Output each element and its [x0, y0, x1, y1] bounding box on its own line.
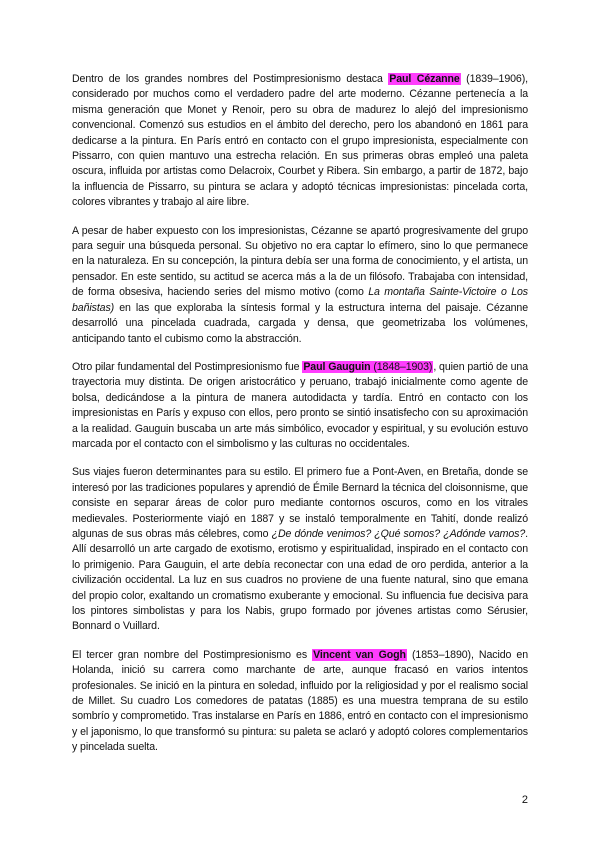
text-run: , quien partió de una trayectoria muy distinta. De origen aristocrático y peruano, trabajó inicialmente como agente de bolsa, dedicándose a la pintura de manera autodidacta y tardía. Entró en contacto con los impresionistas en París y expuso con ellos, pero pronto se sintió insatisfecho con su aproximación a la realidad. Gauguin buscaba un arte más simbólico, evocador y espiritual, y su evolución estuvo marcada por el contacto con el simbolismo y las culturas no occidentales. — [72, 360, 529, 450]
text-run: en las que exploraba la síntesis formal y la estructura interna del paisaje. Cézanne desarrolló una pincelada cuadrada, cargada y densa, que geometrizaba los volúmenes, anticipando tanto el cubismo como la abstracción. — [72, 301, 528, 345]
italic-works-cezanne: La montaña Sainte-Victoire o Los bañistas) — [72, 286, 528, 314]
text-run: A pesar de haber expuesto con los impresionistas, Cézanne se apartó progresivamente del grupo para seguir una búsqueda personal. Su objetivo no era captar lo efímero, sino lo que permanece en la naturaleza. En su concepción, la pintura debía ser una forma de conocimiento, y el artista, un pensador. En este sentido, su actitud se acerca más a la de un filósofo. Trabajaba con intensidad, de forma obsesiva, haciendo series del mismo motivo (como — [72, 224, 528, 299]
highlight-vincent-van-gogh: Vincent van Gogh — [313, 648, 406, 661]
highlight-dates: (1848–1903) — [370, 360, 433, 373]
text-run: (1839–1906), considerado por muchos como el verdadero padre del arte moderno. Cézanne pertenecía a la misma generación que Monet y Renoir, pero su obra de madurez lo alejó del impresionismo convencional. Comenzó sus estudios en el ámbito del derecho, pero los abandonó en 1861 para dedicarse a la pintura. En París entró en contacto con el grupo impresionista, especialmente con Pissarro, con quien mantuvo una estrecha relación. En sus primeras obras empleó una paleta oscura, influida por artistas como Delacroix, Courbet y Ribera. Sin embargo, a partir de 1872, bajo la influencia de Pissarro, su pintura se aclara y adoptó técnicas impresionistas: pincelada corta, colores vibrantes y trabajo al aire libre. — [72, 73, 528, 209]
text-run: Otro pilar fundamental del Postimpresionismo fue — [72, 360, 303, 373]
paragraph-gauguin-travels — [72, 465, 528, 634]
text-run: (1853–1890), Nacido en Holanda, inició su carrera como marchante de arte, aunque fracasó en varios intentos profesionales. Se inició en la pintura en soledad, influido por la religiosidad y por el realismo social de Millet. Su cuadro Los comedores de patatas (1885) es una muestra temprana de su estilo sombrío y comprometido. Tras instalarse en París en 1886, entró en contacto con el impresionismo y el japonismo, lo que transformó su pintura: su paleta se aclaró y adoptó colores complementarios y pincelada suelta. — [72, 648, 528, 754]
highlight-name: Paul Gauguin — [303, 360, 371, 373]
highlight-paul-gauguin — [302, 361, 433, 373]
highlight-paul-cezanne: Paul Cézanne — [389, 73, 460, 85]
paragraph-van-gogh — [72, 648, 528, 756]
page-number: 2 — [521, 794, 528, 806]
text-run: Sus viajes fueron determinantes para su estilo. El primero fue a Pont-Aven, en Bretaña, donde se interesó por las tradiciones populares y aprendió de Émile Bernard la técnica del cloisonnisme, que consiste en separar áreas de color puro mediante contornos oscuros, como en los vitrales medievales. Posteriormente viajó en 1887 y se instaló temporalmente en Tahití, donde realizó algunas de sus obras más célebres, como — [72, 466, 528, 540]
paragraph-cezanne-intro — [72, 72, 528, 211]
paragraph-cezanne-style — [72, 224, 528, 347]
text-run: Dentro de los grandes nombres del Postimpresionismo destaca — [72, 73, 389, 85]
text-run: . Allí desarrolló un arte cargado de exotismo, erotismo y espiritualidad, inspirado en el contacto con lo primigenio. Para Gauguin, el arte debía reconectar con una edad de oro perdida, anterior a la civilización occidental. La luz en sus cuadros no proviene de una fuente natural, sino que emana del propio color, exaltando un cromatismo exuberante y emocional. Su influencia fue decisiva para los pintores simbolistas y para los Nabis, grupo formado por jóvenes artistas como Sérusier, Bonnard o Vuillard. — [72, 527, 528, 633]
italic-works-gauguin: ¿De dónde venimos? ¿Qué somos? ¿Adónde vamos? — [271, 527, 526, 540]
text-run: El tercer gran nombre del Postimpresionismo es — [72, 648, 313, 661]
paragraph-gauguin-intro — [72, 360, 528, 452]
